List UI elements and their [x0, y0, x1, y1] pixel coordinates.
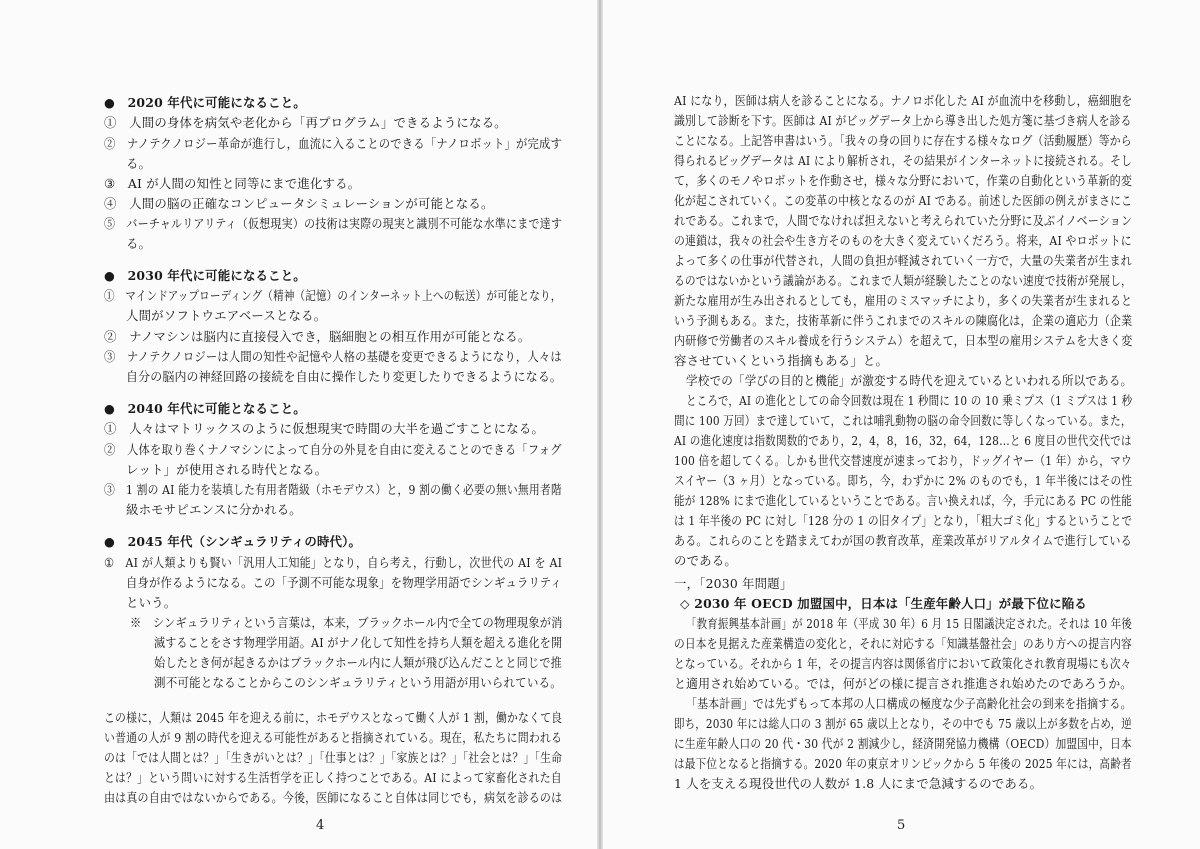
left_page-line: 始したとき何が起きるかはブラックホール内に人類が飛び込んだことと同じで推: [154, 655, 562, 670]
left_page-line: い普通の人が 9 割の時代を迎える可能性があると指摘されている。現在，私たちに問われる: [104, 730, 563, 745]
right_page-line: と適用され始めている。では，何がどの様に提言され推進され始めたのであろうか。: [674, 676, 1133, 691]
left_page-line: る。: [126, 156, 152, 171]
right_page-line: に生産年齢人口の 20 代・30 代が 2 割減少し，経済開発協力機構（OECD）加盟国中，日本: [674, 736, 1132, 751]
right_page-line: 一，「2030 年問題」: [674, 576, 793, 591]
right_page-line: のである。: [674, 553, 737, 568]
left_page-line: ② 人体を取り巻くナノマシンによって自分の外見を自由に変えることのできる「フォグ: [104, 442, 562, 457]
left_page-line: 測不可能となることからこのシンギュラリティという用語が用いられている。: [154, 675, 562, 690]
right_page-line: 「基本計画」では先ずもって本邦の人口構成の極度な少子高齢化社会の到来を指摘する。: [686, 696, 1132, 711]
left_page-line: ● 2020 年代に可能になること。: [104, 95, 306, 110]
right_page-line: は 1 年半後の PC に対し「128 分の 1 の旧タイプ」となり，「粗大ゴミ化」するということで: [674, 513, 1133, 528]
left_page-line: ● 2045 年代（シンギュラリティの時代）。: [104, 534, 362, 549]
right_page-line: となっている。それから 1 年，その提言内容は関係省庁において政策化され教育現場にも次々: [674, 656, 1132, 671]
right_page-line: いう予測もある。また，技術革新に伴うこれまでのスキルの陳腐化は，企業の適応力（企業: [674, 313, 1133, 328]
left_page-line: ● 2040 年代に可能となること。: [104, 401, 306, 416]
page-number-left: 4: [316, 818, 325, 833]
left_page-line: ③ 1 割の AI 能力を装填した有用者階級（ホモデウス）と，9 割の働く必要の無い無用者階: [104, 482, 562, 497]
left_page-line: ④ 人間の脳の正確なコンピュータシミュレーションが可能となる。: [104, 196, 494, 211]
right_page-line: 間に 100 万回）まで達していて，これは哺乳動物の脳の命令回数に等しくなっている。また，: [674, 413, 1132, 428]
right_page-line: るのではないかという議論がある。これまで人類が経験したことのない速度で技術が発展し，: [674, 273, 1132, 288]
left_page-line: 自分の脳内の神経回路の接続を自由に操作したり変更したりできるようになる。: [126, 369, 563, 384]
left_page-line: 級ホモサピエンスに分かれる。: [126, 502, 302, 517]
left_page-line: ③ ナノテクノロジーは人間の知性や記憶や人格の基礎を変更できるようになり，人々は: [104, 349, 562, 364]
right_page-line: ◇ 2030 年 OECD 加盟国中，日本は「生産年齢人口」が最下位に陥る: [680, 596, 1087, 611]
left_page-line: 人間がソフトウエアベースとなる。: [126, 308, 327, 323]
right_page-line: 即ち，2030 年には総人口の 3 割が 65 歳以上となり，その中でも 75 歳以上が多数を占め，逆: [674, 716, 1132, 731]
right_page-line: 容させていくという指摘もある」と。: [674, 353, 889, 368]
right_page-line: は最下位となると指摘する。2020 年の東京オリンピックから 5 年後の 2025 年には，高齢者: [674, 756, 1132, 771]
left_page-line: ② ナノテクノロジー革命が進行し，血流に入ることのできる「ナノロボット」が完成す: [104, 136, 563, 151]
left_page-line: ① 人間の身体を病気や老化から「再プログラム」できるようになる。: [104, 115, 507, 130]
right_page-line: AI の進化速度は指数関数的であり，2，4，8，16，32，64，128…と 6 度目の世代交代では: [674, 433, 1132, 448]
right_page-line: ことになる。上記答申書はいう。「我々の身の回りに存在する様々なログ（活動履歴）等から: [674, 133, 1132, 148]
right_page-line: よって多くの仕事が代替され，人間の負担が軽減されていく一方で，大量の失業者が生まれ: [674, 253, 1132, 268]
left_page-line: ① AI が人類よりも賢い「汎用人工知能」となり，自ら考え，行動し，次世代の AI を AI: [104, 555, 563, 570]
right_page-line: 100 倍を超してくる。しかも世代交替速度が速まっており，ドッグイヤー（1 年）から，マウ: [674, 453, 1132, 468]
left_page-line: 由は真の自由ではないからである。今後，医師になること自体は同じでも，病気を診るのは: [104, 790, 563, 805]
left_page-line: ● 2030 年代に可能になること。: [104, 268, 306, 283]
left_page-line: ② ナノマシンは脳内に直接侵入でき，脳細胞との相互作用が可能となる。: [104, 329, 531, 344]
left_page-line: レット」が使用される時代となる。: [126, 462, 328, 477]
left_page-line: 滅することをさす物理学用語。AI がナノ化して知性を持ち人類を超える進化を開: [154, 635, 563, 650]
left_page-line: ⑤ バーチャルリアリティ（仮想現実）の技術は実際の現実と識別不可能な水準にまで達す: [104, 216, 563, 231]
right_page-line: て，多くのモノやロボットを作動させ，様々な分野において，作業の自動化という革新的変: [674, 173, 1133, 188]
left_page-line: のは「では人間とは？」「生きがいとは？」「仕事とは？」「家族とは？」「社会とは？」「生命: [104, 750, 563, 765]
right_page-line: 能が 128% にまで進化しているということである。言い換えれば，今，手元にある PC の性能: [674, 493, 1132, 508]
right_page-line: 「教育振興基本計画」が 2018 年（平成 30 年）6 月 15 日閣議決定された。それは 10 年後: [686, 616, 1133, 631]
right_page-line: の連鎖は，我々の社会や生き方そのものを大きく変えていくだろう。将来，AI やロボットに: [674, 233, 1132, 248]
left_page-line: とは？」という問いに対する生活哲学を正しく持つことである。AI によって家畜化された自: [104, 770, 562, 785]
left_page-line: この様に，人類は 2045 年を迎える前に，ホモデウスとなって働く人が 1 割，働かなくて良: [104, 710, 563, 725]
left_page-line: ※ シンギュラリティという言葉は，本来，ブラックホール内で全ての物理現象が消: [130, 615, 563, 630]
left_page-line: る。: [126, 236, 152, 251]
right_page-line: 1 人を支える現役世代の人数が 1.8 人にまで急減するのである。: [674, 776, 1043, 791]
right_page-line: 学校での「学びの目的と機能」が激変する時代を迎えているといわれる所以である。: [686, 373, 1133, 388]
right_page-line: 識別して診断を下す。医師は AI がビッグデータ上から導き出した処方箋に基づき病人を診る: [674, 113, 1132, 128]
right_page-line: スイヤー（3 ヶ月）となっている。即ち，今，わずかに 2% のものでも，1 年半後にはその性: [674, 473, 1133, 488]
right_page-line: ところで，AI の進化としての命令回数は現在 1 秒間に 10 の 10 乗ミプス（1 ミプスは 1 秒: [686, 393, 1133, 408]
left_page-line: ① 人々はマトリックスのように仮想現実で時間の大半を過ごすことになる。: [104, 421, 545, 436]
right_page-line: 得られるビッグデータは AI により解析され，その結果がインターネットに接続される。そし: [674, 153, 1133, 168]
right_page-line: 化が起こされていく。この変革の中核となるのが AI である。前述した医師の例えがまさにこ: [674, 193, 1133, 208]
right_page-line: れである。これまで，人間でなければ担えないと考えられていた分野に及ぶイノベーション: [674, 213, 1133, 228]
book-gutter: [597, 0, 603, 849]
right_page-line: 新たな雇用が生み出されるとしても，雇用のミスマッチにより，多くの失業者が生まれると: [674, 293, 1133, 308]
right_page-line: 内研修で労働者のスキル養成を行うシステム）を超えて，日本型の雇用システムを大きく変: [674, 333, 1133, 348]
right_page-line: ある。これらのことを踏まえてわが国の教育改革，産業改革がリアルタイムで進行している: [674, 533, 1132, 548]
left_page-line: ③ AI が人間の知性と同等にまで進化する。: [104, 176, 361, 191]
right_page-line: の日本を見据えた産業構造の変化と，それに対応する「知識基盤社会」のあり方への提言内容: [674, 636, 1132, 651]
left_page-line: ① マインドアップローディング（精神（記憶）のインターネット上への転送）が可能となり，: [104, 288, 562, 303]
page-number-right: 5: [897, 818, 906, 833]
left_page-line: 自身が作るようになる。この「予測不可能な現象」を物理学用語でシンギュラリティ: [126, 575, 562, 590]
right_page-line: AI になり，医師は病人を診ることになる。ナノロボ化した AI が血流中を移動し，癌細胞を: [674, 93, 1133, 108]
left_page-line: という。: [126, 595, 177, 610]
